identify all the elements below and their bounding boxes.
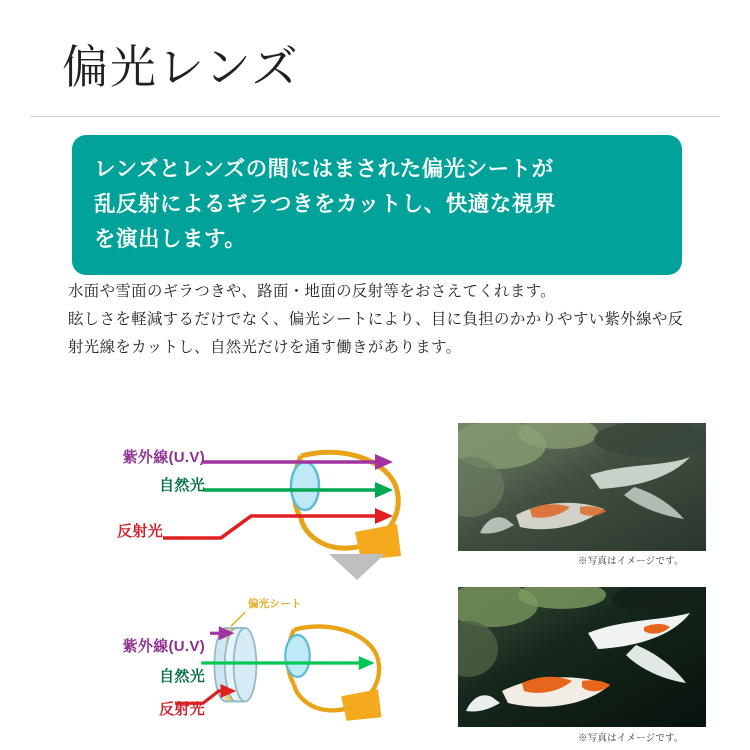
body-paragraph-2: 眩しさを軽減するだけでなく、偏光シートにより、目に負担のかかりやすい紫外線や反射光線をカットし、自然光だけを通す働きがあります。 bbox=[68, 311, 684, 357]
callout-line-1: レンズとレンズの間にはまされた偏光シートが bbox=[94, 157, 554, 181]
body-copy bbox=[68, 278, 688, 362]
eye-illustration bbox=[291, 452, 401, 560]
eye-illustration bbox=[285, 626, 381, 720]
diagram-section bbox=[0, 415, 750, 750]
label-reflected-bottom: 反射光 bbox=[159, 701, 205, 718]
highlight-callout bbox=[72, 135, 682, 275]
label-natural-bottom: 自然光 bbox=[159, 668, 205, 685]
photo-with-polarizer bbox=[458, 587, 706, 727]
page-title: 偏光レンズ bbox=[62, 41, 300, 93]
photo-without-polarizer bbox=[458, 423, 706, 551]
polarized-sheet-label: 偏光シート bbox=[248, 598, 302, 610]
label-uv-top: 紫外線(U.V) bbox=[122, 449, 205, 466]
label-reflected-top: 反射光 bbox=[117, 523, 163, 540]
label-uv-bottom: 紫外線(U.V) bbox=[122, 638, 205, 655]
title-divider bbox=[30, 116, 720, 117]
body-paragraph-1: 水面や雪面のギラつきや、路面・地面の反射等をおさえてくれます。 bbox=[68, 283, 556, 300]
photo-note-top: ※写真はイメージです。 bbox=[578, 556, 684, 567]
callout-line-3: を演出します。 bbox=[94, 226, 247, 251]
photo-note-bottom: ※写真はイメージです。 bbox=[578, 733, 684, 744]
down-arrow-icon bbox=[329, 554, 385, 580]
callout-line-2: 乱反射によるギラつきをカットし、快適な視界 bbox=[94, 191, 556, 216]
label-natural-top: 自然光 bbox=[159, 477, 205, 494]
